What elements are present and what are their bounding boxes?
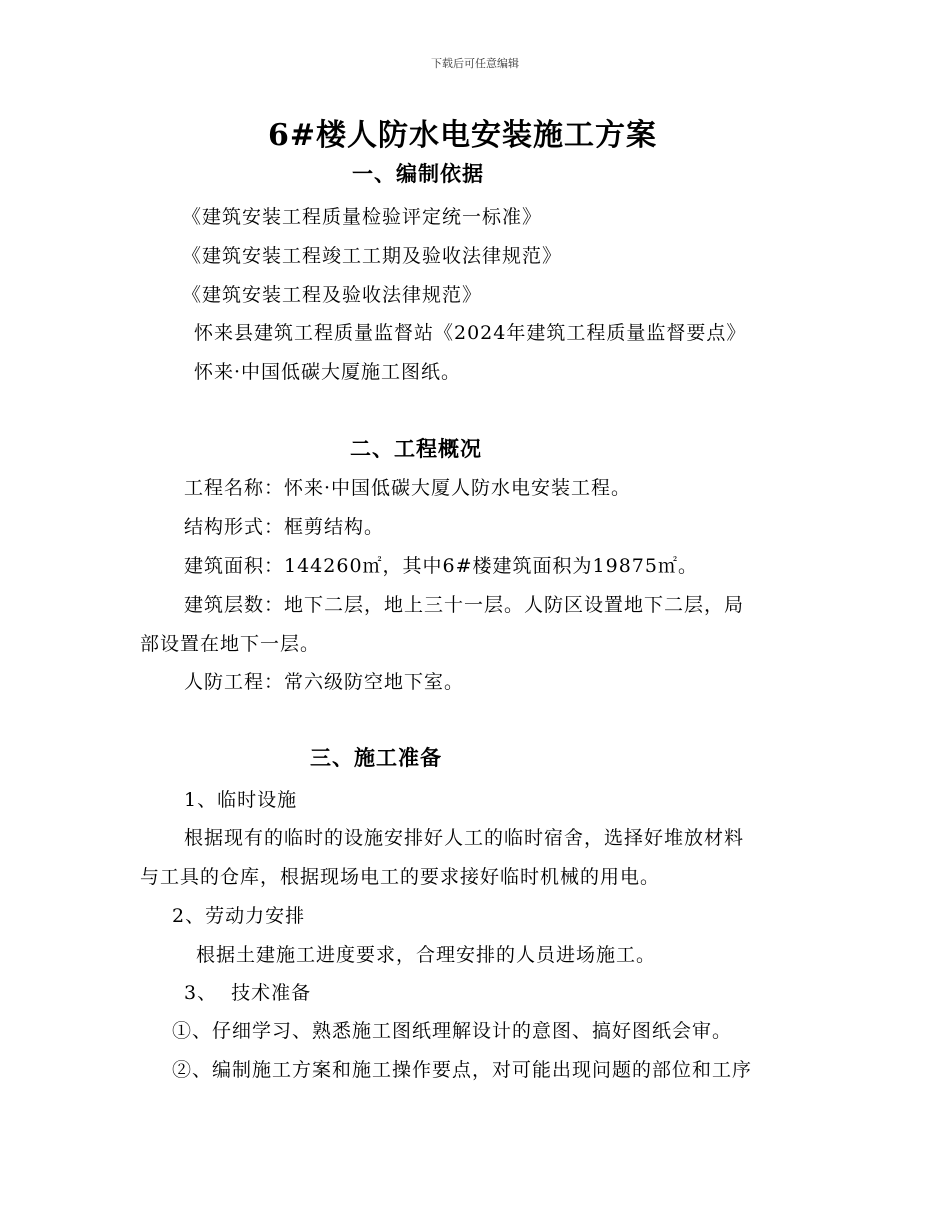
paragraph-line: 根据现有的临时的设施安排好人工的临时宿舍，选择好堆放材料 (184, 827, 745, 849)
subsection-title: 1、临时设施 (184, 789, 298, 811)
overview-project-name: 工程名称：怀来·中国低碳大厦人防水电安装工程。 (184, 477, 632, 499)
paragraph-line: 根据土建施工进度要求，合理安排的人员进场施工。 (196, 944, 657, 966)
overview-area: 建筑面积：144260㎡，其中6#楼建筑面积为19875㎡。 (184, 555, 698, 577)
basis-item: 怀来县建筑工程质量监督站《2024年建筑工程质量监督要点》 (194, 322, 747, 344)
basis-item: 怀来·中国低碳大厦施工图纸。 (194, 361, 462, 383)
section-heading-preparation: 三、施工准备 (310, 745, 442, 770)
basis-item: 《建筑安装工程及验收法律规范》 (182, 284, 483, 306)
header-note: 下载后可任意编辑 (431, 57, 519, 70)
document-title: 6#楼人防水电安装施工方案 (267, 118, 657, 153)
section-heading-basis: 一、编制依据 (352, 161, 484, 186)
list-item: ②、编制施工方案和施工操作要点，对可能出现问题的部位和工序 (172, 1059, 753, 1081)
paragraph-line: 与工具的仓库，根据现场电工的要求接好临时机械的用电。 (140, 866, 661, 888)
subsection-title: 3、 技术准备 (184, 982, 312, 1004)
subsection-title: 2、劳动力安排 (172, 905, 306, 927)
basis-item: 《建筑安装工程竣工工期及验收法律规范》 (182, 245, 563, 267)
basis-item: 《建筑安装工程质量检验评定统一标准》 (182, 206, 543, 228)
overview-structure: 结构形式：框剪结构。 (184, 516, 385, 538)
overview-civil-defense: 人防工程：常六级防空地下室。 (184, 671, 465, 693)
overview-floors-continued: 部设置在地下一层。 (140, 633, 321, 655)
overview-floors: 建筑层数：地下二层，地上三十一层。人防区设置地下二层，局 (184, 594, 745, 616)
section-heading-overview: 二、工程概况 (350, 436, 482, 461)
list-item: ①、仔细学习、熟悉施工图纸理解设计的意图、搞好图纸会审。 (172, 1020, 733, 1042)
